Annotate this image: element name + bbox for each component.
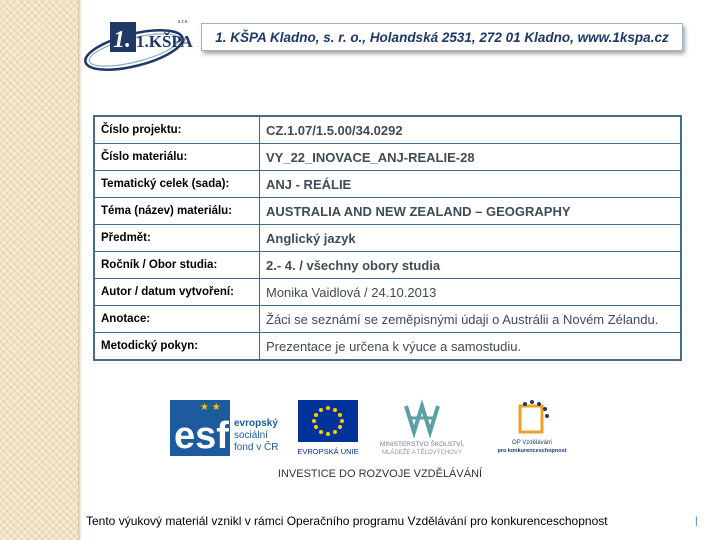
stripe-edge [78,0,82,540]
left-decorative-stripe [0,0,78,540]
table-row [94,225,681,252]
logo-small-text: s.r.o. [178,19,189,25]
row-value: Monika Vaidlová / 24.10.2013 [260,279,682,306]
row-label: Tematický celek (sada): [94,171,260,198]
table-row [94,306,681,333]
project-info-table [93,115,682,361]
footer-mark: | [695,516,698,527]
esf-line1: evropský [234,418,278,429]
op-frame [520,406,542,432]
msmt-logo [380,406,464,456]
esf-stars: ★ ★ [200,402,221,413]
eu-logo [297,400,358,456]
op-logo [497,400,566,454]
esf-line3: fond v ČR [234,442,279,453]
op-line1: OP Vzdělávání [512,440,552,446]
row-label: Číslo materiálu: [94,144,260,171]
logo-text: 1.KŠPA [136,32,193,51]
table-row [94,144,681,171]
header-title: 1. KŠPA Kladno, s. r. o., Holandská 2531, 272 01 Kladno, www.1kspa.cz [201,23,683,51]
row-value: VY_22_INOVACE_ANJ-REALIE-28 [260,144,682,171]
invest-slogan: INVESTICE DO ROZVOJE VZDĚLÁVÁNÍ [277,468,483,480]
logo-number: 1. [113,27,131,53]
msmt-line1: MINISTERSTVO ŠKOLSTVÍ, [379,441,465,448]
msmt-line2: MLÁDEŽE A TĚLOVÝCHOVY [382,450,462,456]
table-row [94,116,681,144]
eu-label: EVROPSKÁ UNIE [297,447,359,456]
table-row [94,333,681,361]
table-row [94,171,681,198]
table-row [94,198,681,225]
esf-letters: esf [174,415,229,457]
esf-line2: sociální [234,430,268,441]
row-label: Předmět: [94,225,260,252]
row-value: 2.- 4. / všechny obory studia [260,252,682,279]
row-value: CZ.1.07/1.5.00/34.0292 [260,116,682,144]
table-row [94,252,681,279]
funding-logos [170,392,590,482]
row-value: Anglický jazyk [260,225,682,252]
op-line2: pro konkurenceschopnost [497,448,567,454]
row-value: AUSTRALIA AND NEW ZEALAND – GEOGRAPHY [260,198,682,225]
kspa-logo [82,12,202,80]
row-label: Ročník / Obor studia: [94,252,260,279]
row-label: Anotace: [94,306,260,333]
footer-text: Tento výukový materiál vznikl v rámci Operačního programu Vzdělávání pro konkurenceschopnost [86,514,608,528]
op-dots [523,400,549,418]
row-value: Prezentace je určena k výuce a samostudiu. [260,333,682,361]
row-value: ANJ - REÁLIE [260,171,682,198]
row-label: Metodický pokyn: [94,333,260,361]
row-value: Žáci se seznámí se zeměpisnými údaji o Austrálii a Novém Zélandu. [260,306,682,333]
row-label: Téma (název) materiálu: [94,198,260,225]
row-label: Číslo projektu: [94,116,260,144]
esf-logo [170,400,278,457]
row-label: Autor / datum vytvoření: [94,279,260,306]
table-row [94,279,681,306]
